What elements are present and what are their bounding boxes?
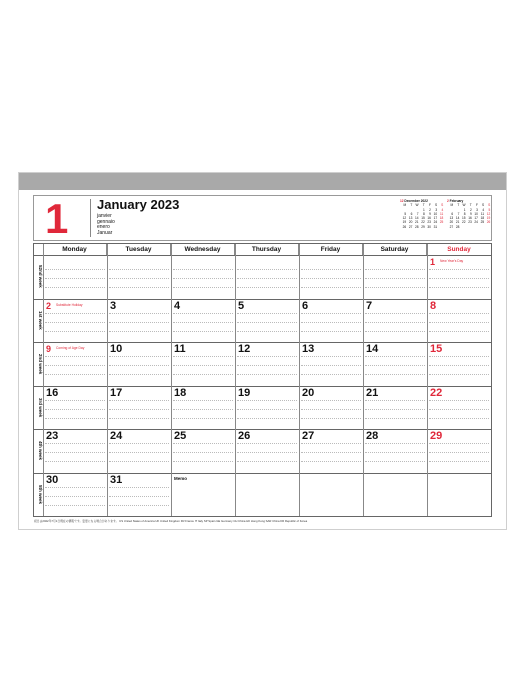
day-cell[interactable]	[299, 429, 363, 473]
mini-day: 14	[415, 216, 419, 221]
mini-day: 13	[408, 216, 413, 221]
day-cell[interactable]	[43, 386, 107, 430]
mini-day: 25	[480, 220, 485, 225]
mini-day: 17	[474, 216, 478, 221]
mini-day: 11	[440, 211, 444, 216]
mini-day: 9	[429, 211, 431, 216]
month-grid	[33, 243, 492, 517]
day-header-thursday: Thursday	[235, 244, 299, 255]
day-cell[interactable]	[107, 429, 171, 473]
writing-line	[173, 461, 233, 462]
mini-day: 30	[427, 224, 431, 229]
writing-line	[173, 313, 233, 314]
mini-day: 19	[486, 216, 491, 221]
mini-weekday: T	[469, 203, 472, 208]
mini-calendar-december	[400, 199, 443, 229]
month-translations	[97, 214, 115, 236]
mini-weekday: S	[434, 203, 438, 208]
writing-line	[109, 322, 169, 323]
day-number: 20	[302, 386, 315, 399]
writing-line	[365, 322, 425, 323]
day-number: 10	[110, 343, 123, 355]
day-number: 2	[46, 300, 52, 311]
writing-line	[365, 443, 425, 444]
mini-day: 22	[462, 220, 466, 225]
writing-line	[109, 287, 169, 288]
mini-month-name: February	[448, 199, 464, 203]
writing-line	[173, 322, 233, 323]
mini-weekday: W	[415, 203, 419, 208]
mini-day: 27	[408, 224, 413, 229]
day-number: 27	[302, 430, 315, 442]
holiday-label: Substitute Holiday	[56, 302, 83, 307]
day-cell[interactable]	[171, 255, 235, 299]
mini-day: 12	[402, 216, 407, 221]
day-number: 23	[46, 430, 59, 442]
day-number: 24	[110, 430, 123, 442]
lang-de: Januar	[97, 229, 113, 236]
holiday-label: New Year's Day	[440, 259, 464, 263]
writing-line	[173, 331, 233, 332]
day-number: 18	[174, 386, 187, 399]
day-cell[interactable]	[43, 255, 107, 299]
writing-line	[45, 418, 105, 419]
calendar-sheet	[18, 172, 507, 530]
footer-note: 祝日は2022年7月1日現在の情報です。変更になる場合があります。 US United States of America UK United Kingdom FR France IT Italy SP Spain GE Germany CH China HK Hong Kong SAR China KR Republic of Korea	[34, 519, 308, 523]
day-cell[interactable]	[171, 386, 235, 430]
writing-line	[109, 496, 169, 497]
day-cell[interactable]	[235, 342, 299, 386]
mini-day: 7	[457, 211, 460, 216]
day-header-wednesday: Wednesday	[171, 244, 235, 255]
writing-line	[109, 278, 169, 279]
day-cell[interactable]	[235, 299, 299, 343]
writing-line	[301, 452, 361, 453]
writing-line	[429, 322, 489, 323]
day-cell[interactable]	[171, 429, 235, 473]
day-cell[interactable]	[43, 342, 107, 386]
writing-line	[45, 331, 105, 332]
mini-day: 21	[415, 220, 419, 225]
day-cell[interactable]	[363, 299, 427, 343]
mini-weekday: W	[462, 203, 466, 208]
writing-line	[365, 269, 425, 270]
day-header-saturday: Saturday	[363, 244, 427, 255]
writing-line	[173, 374, 233, 375]
week-label: 1st week	[38, 310, 43, 330]
header-divider	[90, 199, 91, 237]
calendar-header	[33, 195, 492, 241]
mini-day: 20	[449, 220, 454, 225]
mini-day: 28	[415, 224, 419, 229]
day-number: 19	[238, 386, 251, 399]
lang-fr: janvier	[97, 213, 112, 219]
mini-day: 5	[404, 211, 407, 216]
mini-day: 8	[422, 211, 425, 216]
writing-line	[301, 461, 361, 462]
writing-line	[109, 452, 169, 453]
mini-day: 26	[402, 224, 407, 229]
writing-line	[109, 461, 169, 462]
writing-line	[237, 356, 297, 357]
writing-line	[301, 278, 361, 279]
writing-line	[45, 461, 105, 462]
day-header-friday: Friday	[299, 244, 363, 255]
day-number: 15	[430, 343, 443, 355]
writing-line	[173, 452, 233, 453]
day-cell[interactable]	[363, 342, 427, 386]
writing-line	[429, 452, 489, 453]
writing-line	[237, 322, 297, 323]
day-number: 5	[238, 299, 245, 312]
writing-line	[109, 374, 169, 375]
writing-line	[365, 313, 425, 314]
day-cell[interactable]	[427, 255, 491, 299]
writing-line	[429, 418, 489, 419]
writing-line	[429, 287, 489, 288]
day-number: 28	[366, 430, 379, 442]
day-cell[interactable]	[107, 255, 171, 299]
day-number: 11	[174, 343, 186, 355]
day-number: 31	[110, 473, 123, 486]
day-cell[interactable]	[43, 299, 107, 343]
mini-month-number: 2	[447, 199, 449, 203]
day-cell[interactable]	[107, 386, 171, 430]
day-header-tuesday: Tuesday	[107, 244, 171, 255]
writing-line	[45, 487, 105, 488]
week-divider	[34, 516, 491, 517]
writing-line	[365, 278, 425, 279]
writing-line	[301, 287, 361, 288]
mini-day: 1	[422, 207, 425, 212]
writing-line	[365, 409, 425, 410]
day-number: 22	[430, 386, 443, 399]
writing-line	[237, 331, 297, 332]
day-cell[interactable]	[107, 473, 171, 517]
big-month-number: 1	[45, 195, 69, 242]
mini-weekday: T	[410, 203, 413, 208]
mini-day: 21	[455, 220, 460, 225]
mini-day: 24	[474, 220, 478, 225]
writing-line	[45, 496, 105, 497]
mini-day: 29	[421, 224, 425, 229]
mini-day: 2	[469, 207, 472, 212]
writing-line	[237, 365, 297, 366]
writing-line	[109, 443, 169, 444]
writing-line	[237, 418, 297, 419]
day-number: 9	[46, 344, 52, 354]
mini-day: 6	[410, 211, 413, 216]
month-title: January 2023	[97, 197, 180, 212]
day-cell[interactable]	[171, 342, 235, 386]
writing-line	[301, 269, 361, 270]
writing-line	[237, 374, 297, 375]
writing-line	[429, 313, 489, 314]
writing-line	[365, 400, 425, 401]
mini-weekday: S	[481, 203, 485, 208]
writing-line	[109, 331, 169, 332]
writing-line	[173, 269, 233, 270]
writing-line	[301, 418, 361, 419]
writing-line	[45, 505, 105, 506]
mini-day: 20	[408, 220, 413, 225]
writing-line	[365, 365, 425, 366]
day-cell[interactable]	[107, 342, 171, 386]
mini-week-row	[400, 225, 443, 229]
writing-line	[301, 443, 361, 444]
mini-weekday: F	[428, 203, 431, 208]
top-bar	[19, 173, 506, 190]
day-number: 17	[110, 386, 123, 399]
mini-day: 17	[433, 216, 438, 221]
mini-day: 16	[427, 216, 431, 221]
writing-line	[429, 443, 489, 444]
mini-month-name: December	[403, 199, 420, 203]
writing-line	[365, 418, 425, 419]
writing-line	[109, 269, 169, 270]
day-number: 29	[430, 430, 443, 442]
writing-line	[429, 365, 489, 366]
day-cell[interactable]	[107, 299, 171, 343]
mini-day: 31	[433, 224, 438, 229]
mini-day: 5	[488, 207, 491, 212]
mini-day: 26	[486, 220, 491, 225]
mini-day	[484, 225, 490, 229]
writing-line	[237, 287, 297, 288]
mini-day: 2	[429, 207, 431, 212]
writing-line	[45, 322, 105, 323]
writing-line	[429, 374, 489, 375]
mini-day: 10	[433, 211, 438, 216]
day-number: 4	[174, 299, 181, 312]
memo-label: Memo	[174, 475, 188, 481]
mini-day: 24	[433, 220, 438, 225]
week-label: 52nd week	[38, 265, 43, 289]
day-number: 16	[46, 386, 59, 399]
writing-line	[109, 356, 169, 357]
mini-weekday: S	[441, 203, 444, 208]
mini-weekday: M	[450, 203, 454, 208]
writing-line	[365, 461, 425, 462]
mini-day: 16	[468, 216, 472, 221]
writing-line	[365, 356, 425, 357]
mini-day: 18	[480, 216, 485, 221]
mini-day: 4	[441, 207, 444, 212]
day-cell[interactable]	[363, 429, 427, 473]
writing-line	[237, 313, 297, 314]
mini-weekday: T	[422, 203, 425, 208]
mini-day: 15	[462, 216, 466, 221]
day-cell[interactable]	[427, 342, 491, 386]
mini-day: 6	[451, 211, 454, 216]
writing-line	[237, 278, 297, 279]
writing-line	[109, 365, 169, 366]
day-number: 30	[46, 473, 59, 486]
writing-line	[365, 287, 425, 288]
day-number: 1	[430, 257, 436, 267]
day-cell[interactable]	[363, 255, 427, 299]
writing-line	[301, 409, 361, 410]
mini-day: 19	[402, 220, 407, 225]
writing-line	[429, 269, 489, 270]
mini-day: 4	[482, 207, 485, 212]
day-number: 12	[238, 343, 251, 355]
week-label: 3rd week	[38, 397, 43, 417]
writing-line	[45, 313, 105, 314]
day-number: 8	[430, 299, 437, 312]
writing-line	[45, 356, 105, 357]
mini-day: 18	[439, 216, 444, 221]
writing-line	[45, 365, 105, 366]
writing-line	[45, 287, 105, 288]
mini-day	[437, 225, 443, 229]
mini-calendar-february	[447, 199, 490, 229]
week-label: 4th week	[38, 441, 43, 461]
day-cell[interactable]	[427, 429, 491, 473]
day-cell[interactable]	[43, 429, 107, 473]
mini-day: 7	[416, 211, 419, 216]
day-number: 3	[110, 299, 117, 312]
day-cell[interactable]	[235, 429, 299, 473]
day-number: 21	[366, 386, 379, 399]
day-number: 26	[238, 430, 251, 442]
day-number: 25	[174, 430, 187, 442]
day-number: 13	[302, 343, 315, 355]
writing-line	[109, 487, 169, 488]
writing-line	[109, 505, 169, 506]
day-cell[interactable]	[299, 255, 363, 299]
day-cell[interactable]	[427, 386, 491, 430]
week-label: 2nd week	[38, 353, 43, 374]
mini-weekday: M	[403, 203, 407, 208]
writing-line	[45, 400, 105, 401]
writing-line	[237, 409, 297, 410]
writing-line	[429, 409, 489, 410]
day-header-monday: Monday	[43, 244, 107, 255]
writing-line	[45, 269, 105, 270]
writing-line	[173, 356, 233, 357]
writing-line	[301, 331, 361, 332]
mini-day: 13	[449, 216, 454, 221]
writing-line	[173, 418, 233, 419]
mini-year: 2022	[419, 199, 428, 203]
mini-day: 11	[480, 211, 485, 216]
day-cell[interactable]	[235, 255, 299, 299]
writing-line	[429, 461, 489, 462]
writing-line	[429, 356, 489, 357]
writing-line	[173, 409, 233, 410]
day-cell[interactable]	[171, 299, 235, 343]
mini-month-number: 12	[400, 199, 404, 203]
day-number: 14	[366, 343, 379, 355]
writing-line	[429, 278, 489, 279]
writing-line	[301, 313, 361, 314]
mini-day: 28	[455, 224, 460, 229]
writing-line	[365, 331, 425, 332]
day-number: 7	[366, 299, 373, 312]
day-cell[interactable]	[427, 299, 491, 343]
day-header-sunday: Sunday	[447, 246, 471, 253]
writing-line	[301, 365, 361, 366]
mini-day: 27	[449, 224, 454, 229]
day-cell[interactable]	[363, 386, 427, 430]
day-cell[interactable]	[43, 473, 107, 517]
mini-day: 14	[455, 216, 460, 221]
writing-line	[173, 278, 233, 279]
week-label: 5th week	[38, 484, 43, 504]
mini-day: 9	[469, 211, 472, 216]
mini-day: 22	[421, 220, 425, 225]
lang-it: gennaio	[97, 218, 115, 225]
writing-line	[173, 287, 233, 288]
mini-week-row	[447, 225, 490, 229]
day-number: 6	[302, 299, 309, 312]
writing-line	[45, 374, 105, 375]
writing-line	[237, 443, 297, 444]
mini-day: 15	[421, 216, 425, 221]
writing-line	[429, 331, 489, 332]
holiday-label: Coming of Age Day	[56, 346, 85, 350]
mini-day: 25	[439, 220, 444, 225]
mini-day: 1	[463, 207, 466, 212]
writing-line	[109, 409, 169, 410]
writing-line	[301, 322, 361, 323]
writing-line	[45, 452, 105, 453]
writing-line	[365, 452, 425, 453]
writing-line	[45, 278, 105, 279]
day-cell[interactable]	[235, 386, 299, 430]
mini-weekday: T	[457, 203, 460, 208]
day-cell[interactable]	[299, 299, 363, 343]
mini-day: 10	[474, 211, 478, 216]
mini-day: 23	[468, 220, 472, 225]
writing-line	[301, 400, 361, 401]
writing-line	[45, 409, 105, 410]
writing-line	[109, 418, 169, 419]
writing-line	[45, 443, 105, 444]
writing-line	[301, 374, 361, 375]
writing-line	[301, 356, 361, 357]
writing-line	[237, 452, 297, 453]
writing-line	[109, 313, 169, 314]
mini-day: 12	[486, 211, 491, 216]
writing-line	[429, 400, 489, 401]
writing-line	[173, 443, 233, 444]
writing-line	[237, 269, 297, 270]
writing-line	[237, 400, 297, 401]
writing-line	[173, 365, 233, 366]
mini-day: 3	[435, 207, 438, 212]
mini-day: 8	[463, 211, 466, 216]
mini-weekday: F	[475, 203, 478, 208]
day-cell[interactable]	[299, 342, 363, 386]
writing-line	[237, 461, 297, 462]
writing-line	[173, 400, 233, 401]
mini-day: 3	[476, 207, 478, 212]
lang-es: enero	[97, 224, 110, 231]
writing-line	[365, 374, 425, 375]
mini-day: 23	[427, 220, 431, 225]
writing-line	[109, 400, 169, 401]
day-cell[interactable]	[299, 386, 363, 430]
mini-weekday: S	[488, 203, 491, 208]
